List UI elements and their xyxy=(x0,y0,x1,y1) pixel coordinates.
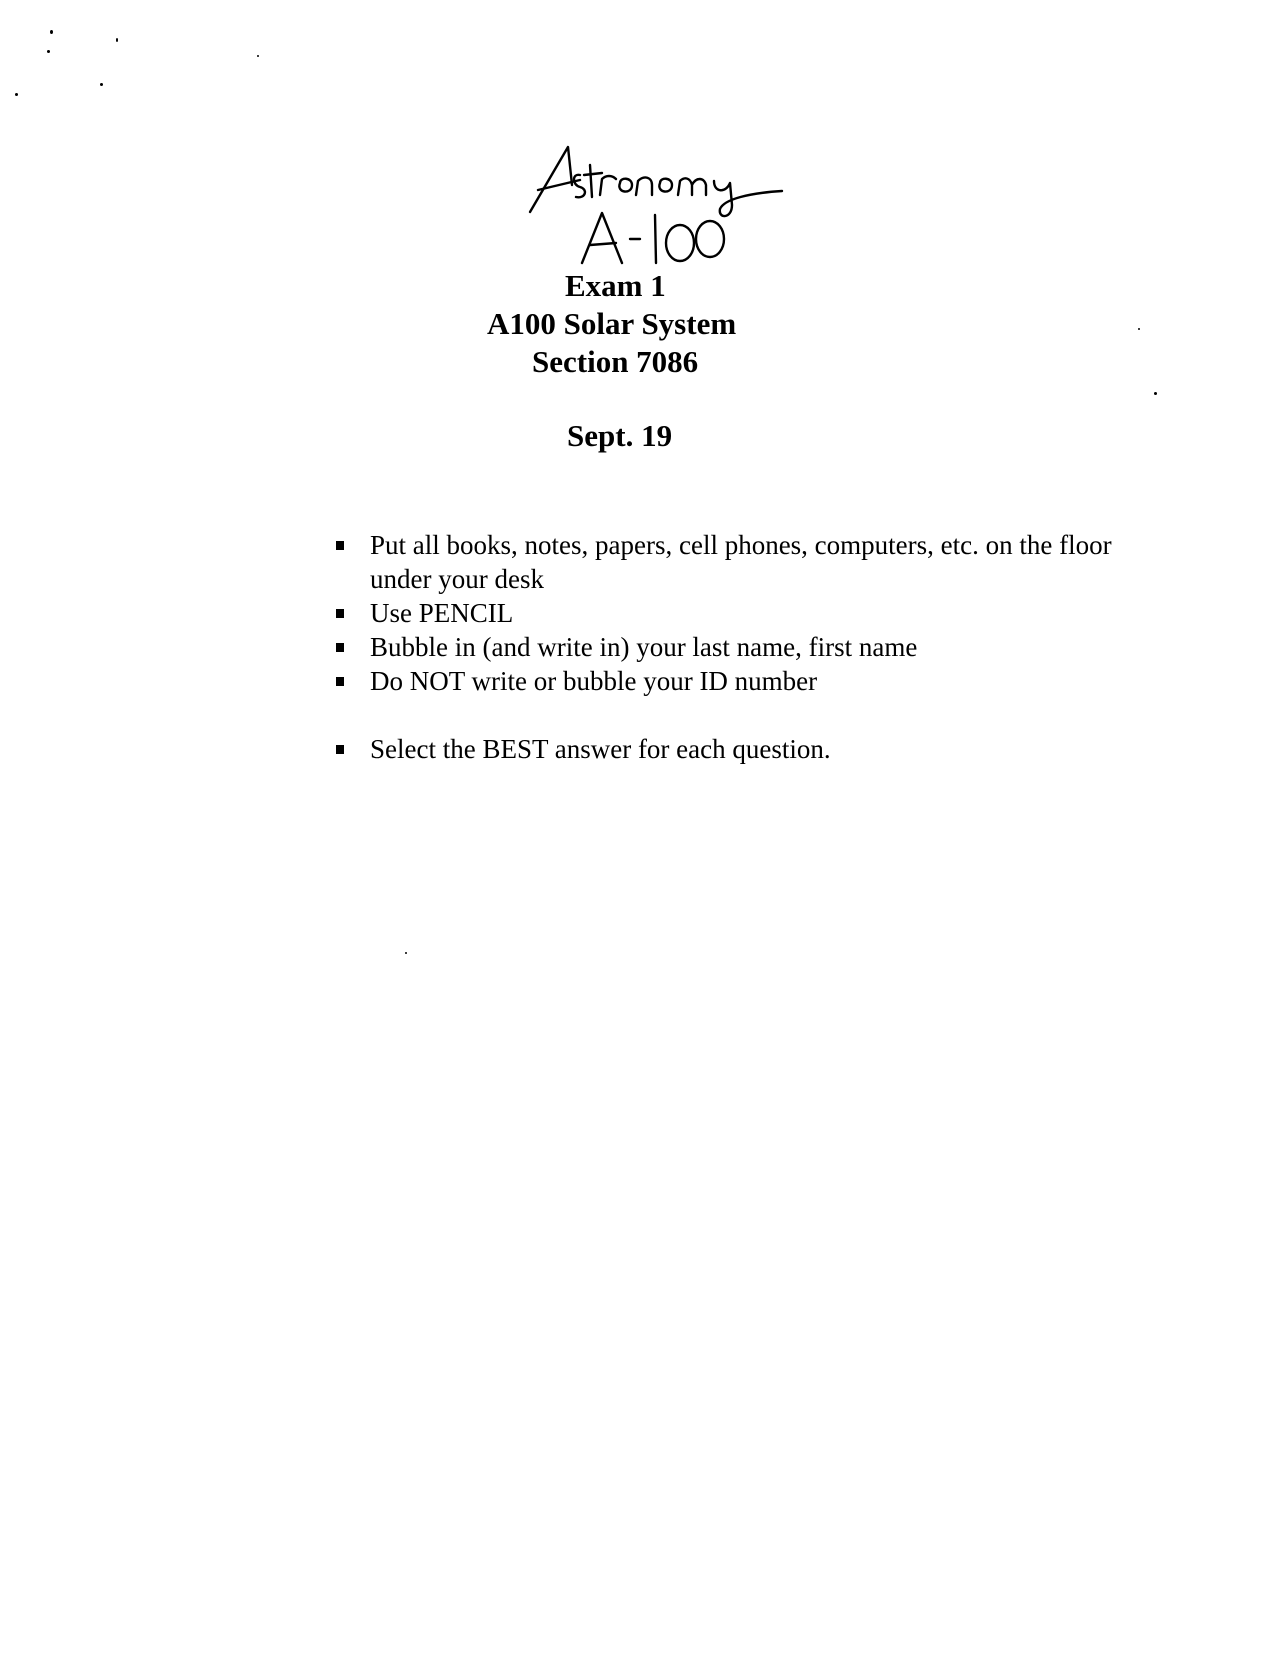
instruction-text: Use PENCIL xyxy=(370,598,514,628)
scan-speck xyxy=(257,55,259,57)
handwriting-drawing xyxy=(520,135,810,270)
bullet-square-icon xyxy=(336,609,344,618)
instruction-text: Bubble in (and write in) your last name, first name xyxy=(370,632,918,662)
final-instruction xyxy=(330,732,1130,766)
handwritten-annotation xyxy=(520,135,810,270)
final-instruction-text: Select the BEST answer for each question. xyxy=(370,734,831,764)
scan-speck xyxy=(100,83,103,86)
bullet-square-icon xyxy=(336,643,344,652)
instruction-text: Put all books, notes, papers, cell phones, computers, etc. on the floor under your desk xyxy=(370,530,1112,594)
instruction-item xyxy=(330,596,1130,630)
exam-title: Exam 1 xyxy=(565,268,666,303)
bullet-square-icon xyxy=(336,677,344,686)
instruction-text: Do NOT write or bubble your ID number xyxy=(370,666,818,696)
scan-speck xyxy=(405,952,407,954)
scan-speck xyxy=(116,38,118,42)
bullet-square-icon xyxy=(336,541,344,550)
exam-date: Sept. 19 xyxy=(567,418,673,453)
instruction-item xyxy=(330,630,1130,664)
scan-speck xyxy=(1154,392,1157,395)
section-title: Section 7086 xyxy=(532,344,699,379)
bullet-square-icon xyxy=(336,745,344,754)
scan-speck xyxy=(47,50,50,53)
instructions-list xyxy=(330,528,1130,698)
scan-speck xyxy=(50,30,53,34)
instruction-item xyxy=(330,528,1130,596)
course-title: A100 Solar System xyxy=(487,306,737,341)
scan-speck xyxy=(15,93,18,96)
instruction-item xyxy=(330,664,1130,698)
scan-speck xyxy=(1138,328,1140,330)
